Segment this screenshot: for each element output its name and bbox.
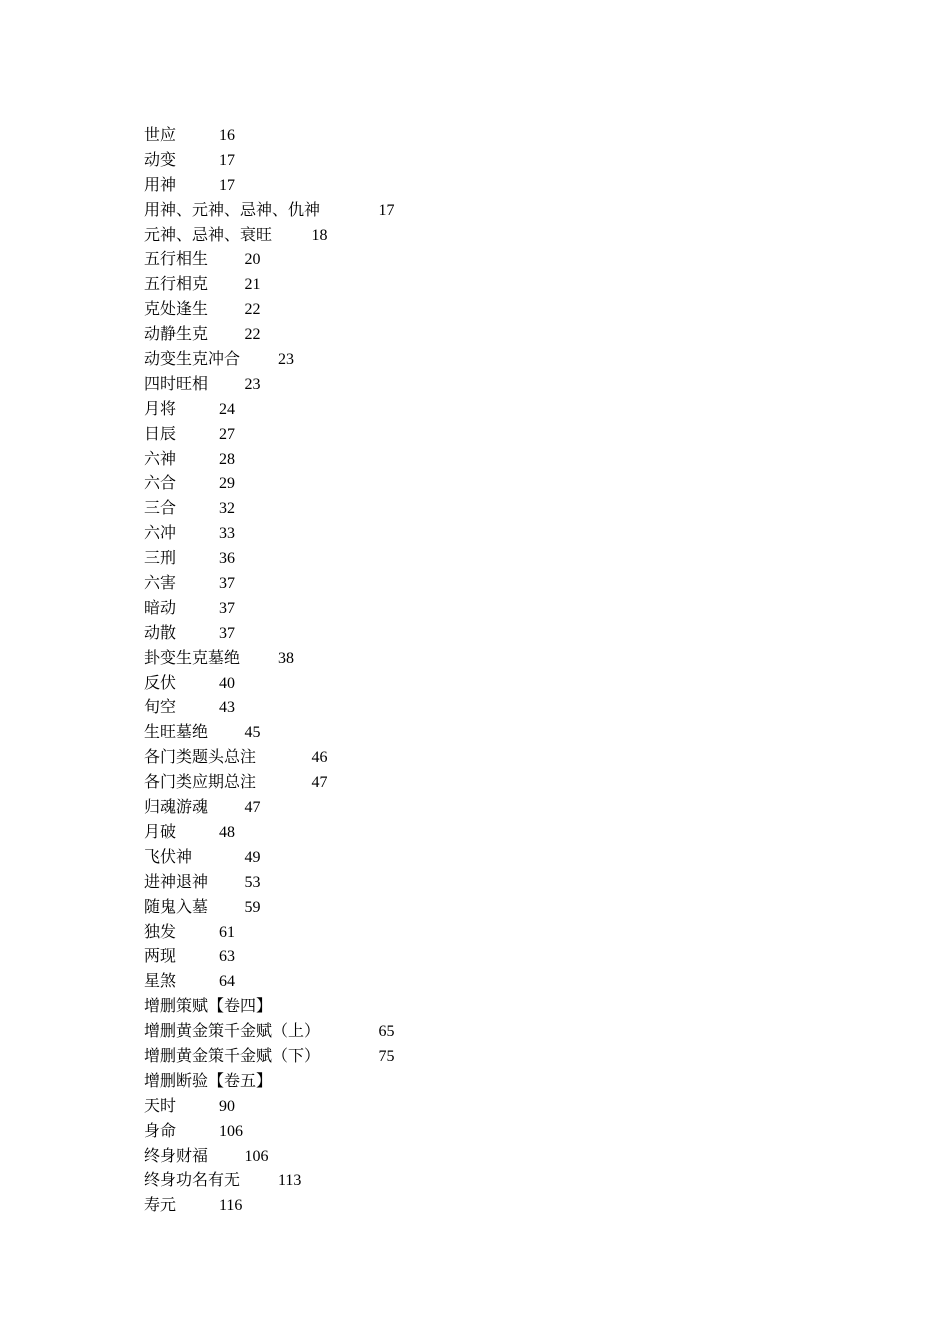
toc-entry	[144, 224, 328, 249]
toc-entry-title: 增删黄金策千金赋（下）	[144, 1047, 321, 1065]
toc-entry	[144, 721, 320, 746]
toc-entry	[144, 871, 320, 896]
toc-entry-title: 各门类应期总注	[144, 774, 257, 792]
toc-entry-title: 寿元	[144, 1197, 177, 1215]
toc-entry-page: 16	[219, 127, 235, 144]
toc-entry-title: 元神、忌神、衰旺	[144, 226, 273, 244]
toc-entry	[144, 1020, 395, 1045]
toc-entry	[144, 1145, 320, 1170]
toc-entry	[144, 796, 320, 821]
toc-entry-page: 59	[244, 898, 261, 916]
toc-entry-title: 六神	[144, 450, 177, 468]
toc-entry-page: 116	[219, 1197, 243, 1215]
toc-entry	[144, 323, 320, 348]
toc-entry-page: 90	[219, 1097, 235, 1115]
toc-entry-page: 38	[278, 649, 294, 667]
toc-entry	[144, 298, 320, 323]
toc-entry-title: 独发	[144, 923, 177, 941]
toc-entry-page: 37	[219, 575, 235, 593]
toc-entry	[144, 398, 320, 423]
toc-entry-page: 22	[244, 326, 261, 344]
toc-entry-title: 六合	[144, 475, 177, 493]
toc-entry	[144, 921, 320, 946]
toc-entry-title: 两现	[144, 948, 177, 966]
toc-entry	[144, 696, 320, 721]
toc-entry-title: 归魂游魂	[144, 799, 209, 817]
toc-entry	[144, 273, 320, 298]
toc-entry	[144, 622, 320, 647]
toc-entry	[144, 597, 320, 622]
toc-entry-page: 33	[219, 525, 235, 543]
toc-entry-page: 17	[219, 176, 235, 194]
toc-entry-title: 五行相生	[144, 251, 209, 269]
toc-entry-page: 45	[244, 724, 261, 742]
toc-entry-page: 20	[244, 251, 261, 269]
toc-entry	[144, 1194, 320, 1219]
toc-entry-page: 106	[244, 1147, 269, 1165]
toc-entry-title: 终身财福	[144, 1147, 209, 1165]
toc-entry-title: 各门类题头总注	[144, 749, 257, 767]
toc-entry-title: 动变生克冲合	[144, 351, 241, 369]
toc-entry-page: 23	[244, 375, 261, 393]
toc-entry	[144, 995, 320, 1020]
toc-entry	[144, 970, 320, 995]
toc-entry-title: 暗动	[144, 599, 177, 617]
toc-entry-title: 动变	[144, 151, 177, 169]
toc-entry-page: 63	[219, 948, 235, 966]
toc-entry-page: 53	[244, 873, 261, 891]
toc-entry-page: 106	[219, 1122, 243, 1140]
toc-entry	[144, 647, 320, 672]
toc-entry-page: 37	[219, 599, 235, 617]
toc-entry	[144, 1070, 320, 1095]
toc-entry	[144, 1045, 395, 1070]
toc-entry-title: 进神退神	[144, 873, 209, 891]
toc-entry	[144, 846, 320, 871]
toc-entry	[144, 945, 320, 970]
toc-entry	[144, 1120, 320, 1145]
toc-entry-title: 世应	[144, 127, 177, 144]
toc-entry-page: 47	[244, 799, 261, 817]
toc-entry-page: 75	[378, 1047, 395, 1065]
toc-entry-title: 星煞	[144, 973, 177, 991]
toc-entry	[144, 497, 320, 522]
toc-entry-page: 22	[244, 301, 261, 319]
toc-entry	[144, 771, 328, 796]
toc-entry-title: 日辰	[144, 425, 177, 443]
toc-entry	[144, 821, 320, 846]
toc-entry	[144, 1095, 320, 1120]
toc-entry	[144, 547, 320, 572]
toc-entry-title: 用神、元神、忌神、仇神	[144, 201, 321, 219]
table-of-contents	[144, 124, 395, 1219]
toc-entry-page: 49	[244, 848, 261, 866]
toc-entry-title: 六害	[144, 575, 177, 593]
toc-entry-page: 17	[378, 201, 395, 219]
toc-entry-page: 21	[244, 276, 261, 294]
toc-entry-page: 23	[278, 351, 294, 369]
toc-entry-page: 28	[219, 450, 235, 468]
toc-entry-page: 48	[219, 823, 235, 841]
toc-entry-title: 增删策赋【卷四】	[144, 998, 273, 1016]
toc-entry-title: 旬空	[144, 699, 177, 717]
toc-entry-title: 五行相克	[144, 276, 209, 294]
toc-entry-title: 天时	[144, 1097, 177, 1115]
toc-entry	[144, 423, 320, 448]
toc-entry-page: 18	[311, 226, 328, 244]
toc-entry	[144, 199, 395, 224]
toc-entry	[144, 1169, 320, 1194]
toc-entry-title: 终身功名有无	[144, 1172, 241, 1190]
toc-entry-title: 随鬼入墓	[144, 898, 209, 916]
toc-entry-page: 64	[219, 973, 235, 991]
toc-entry-title: 反伏	[144, 674, 177, 692]
toc-entry	[144, 572, 320, 597]
toc-entry-title: 身命	[144, 1122, 177, 1140]
toc-entry-page: 29	[219, 475, 235, 493]
toc-entry-title: 动静生克	[144, 326, 209, 344]
toc-entry	[144, 348, 320, 373]
toc-entry-title: 生旺墓绝	[144, 724, 209, 742]
toc-entry-page: 37	[219, 624, 235, 642]
toc-entry	[144, 522, 320, 547]
toc-entry-page: 32	[219, 500, 235, 518]
toc-entry	[144, 672, 320, 697]
toc-entry-page: 61	[219, 923, 235, 941]
toc-entry-title: 卦变生克墓绝	[144, 649, 241, 667]
toc-entry	[144, 896, 320, 921]
toc-entry-page: 43	[219, 699, 235, 717]
toc-entry-title: 三刑	[144, 550, 177, 568]
toc-entry-title: 六冲	[144, 525, 177, 543]
toc-entry-page: 40	[219, 674, 235, 692]
toc-entry	[144, 149, 320, 174]
toc-entry-page: 17	[219, 151, 235, 169]
toc-entry-title: 增删黄金策千金赋（上）	[144, 1023, 321, 1041]
toc-entry-title: 飞伏神	[144, 848, 193, 866]
toc-entry-title: 月将	[144, 400, 177, 418]
toc-entry-page: 24	[219, 400, 235, 418]
toc-entry	[144, 746, 328, 771]
toc-entry	[144, 124, 320, 149]
toc-entry-page: 46	[311, 749, 328, 767]
toc-entry-page: 47	[311, 774, 328, 792]
toc-entry-title: 动散	[144, 624, 177, 642]
toc-entry-page: 113	[278, 1172, 302, 1190]
toc-entry-title: 克处逢生	[144, 301, 209, 319]
toc-entry-title: 月破	[144, 823, 177, 841]
toc-entry-page: 65	[378, 1023, 395, 1041]
toc-entry-page: 27	[219, 425, 235, 443]
toc-entry-title: 用神	[144, 176, 177, 194]
toc-entry-title: 四时旺相	[144, 375, 209, 393]
toc-entry	[144, 248, 320, 273]
toc-entry	[144, 373, 320, 398]
toc-entry	[144, 472, 320, 497]
toc-entry-page: 36	[219, 550, 235, 568]
toc-entry-title: 增删断验【卷五】	[144, 1072, 273, 1090]
toc-entry	[144, 174, 320, 199]
toc-entry-title: 三合	[144, 500, 177, 518]
toc-entry	[144, 448, 320, 473]
